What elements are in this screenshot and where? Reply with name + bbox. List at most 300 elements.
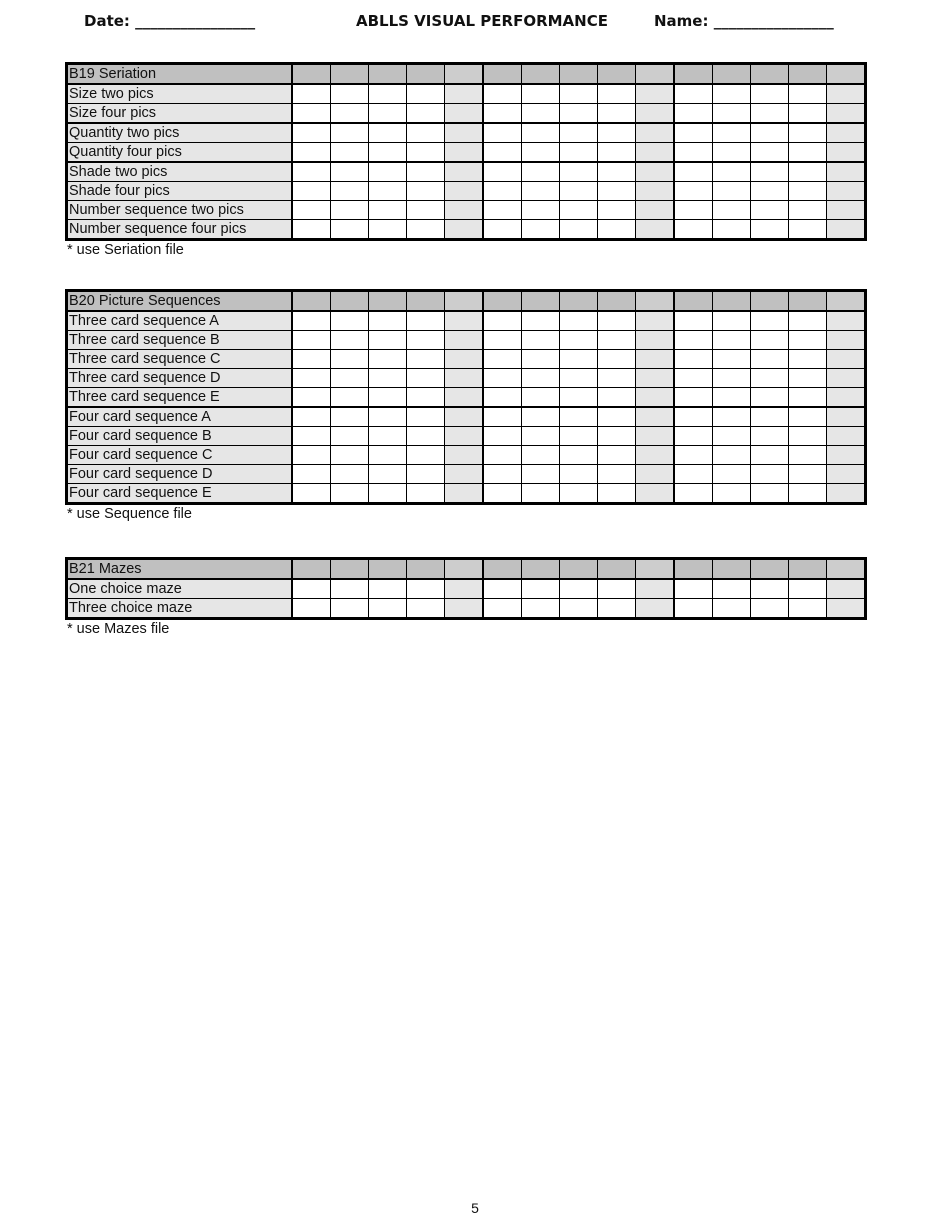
score-cell[interactable] [598,331,636,350]
score-cell[interactable] [445,407,484,427]
score-cell[interactable] [522,446,560,465]
score-cell[interactable] [827,559,866,580]
score-cell[interactable] [751,201,789,220]
score-cell[interactable] [483,446,522,465]
score-cell[interactable] [483,599,522,619]
score-cell[interactable] [560,84,598,104]
score-cell[interactable] [827,484,866,504]
score-cell[interactable] [292,143,331,163]
score-cell[interactable] [560,599,598,619]
score-cell[interactable] [751,143,789,163]
score-cell[interactable] [827,311,866,331]
score-cell[interactable] [445,162,484,182]
score-cell[interactable] [369,201,407,220]
score-cell[interactable] [445,123,484,143]
score-cell[interactable] [560,369,598,388]
score-cell[interactable] [331,484,369,504]
score-cell[interactable] [636,143,675,163]
score-cell[interactable] [789,579,827,599]
score-cell[interactable] [598,369,636,388]
score-cell[interactable] [751,407,789,427]
score-cell[interactable] [292,331,331,350]
score-cell[interactable] [789,291,827,312]
score-cell[interactable] [369,84,407,104]
score-cell[interactable] [636,484,675,504]
score-cell[interactable] [560,182,598,201]
score-cell[interactable] [292,311,331,331]
score-cell[interactable] [713,446,751,465]
score-cell[interactable] [713,64,751,85]
score-cell[interactable] [713,484,751,504]
score-cell[interactable] [751,123,789,143]
score-cell[interactable] [407,465,445,484]
score-cell[interactable] [407,350,445,369]
score-cell[interactable] [445,465,484,484]
score-cell[interactable] [292,104,331,124]
score-cell[interactable] [789,388,827,408]
score-cell[interactable] [445,427,484,446]
score-cell[interactable] [598,559,636,580]
score-cell[interactable] [789,311,827,331]
score-cell[interactable] [674,64,713,85]
score-cell[interactable] [560,201,598,220]
score-cell[interactable] [674,220,713,240]
score-cell[interactable] [560,388,598,408]
score-cell[interactable] [445,201,484,220]
score-cell[interactable] [751,446,789,465]
score-cell[interactable] [483,407,522,427]
score-cell[interactable] [674,84,713,104]
score-cell[interactable] [292,201,331,220]
score-cell[interactable] [713,84,751,104]
score-cell[interactable] [636,123,675,143]
score-cell[interactable] [751,559,789,580]
score-cell[interactable] [789,559,827,580]
score-cell[interactable] [369,484,407,504]
score-cell[interactable] [407,84,445,104]
score-cell[interactable] [445,311,484,331]
score-cell[interactable] [636,104,675,124]
score-cell[interactable] [369,579,407,599]
score-cell[interactable] [560,407,598,427]
score-cell[interactable] [636,84,675,104]
score-cell[interactable] [369,369,407,388]
score-cell[interactable] [369,291,407,312]
score-cell[interactable] [407,331,445,350]
score-cell[interactable] [789,123,827,143]
score-cell[interactable] [674,599,713,619]
score-cell[interactable] [751,84,789,104]
score-cell[interactable] [331,123,369,143]
score-cell[interactable] [598,599,636,619]
score-cell[interactable] [407,143,445,163]
score-cell[interactable] [483,182,522,201]
score-cell[interactable] [713,559,751,580]
score-cell[interactable] [560,350,598,369]
score-cell[interactable] [369,311,407,331]
score-cell[interactable] [445,143,484,163]
score-cell[interactable] [369,182,407,201]
score-cell[interactable] [751,331,789,350]
score-cell[interactable] [827,465,866,484]
score-cell[interactable] [751,182,789,201]
score-cell[interactable] [827,369,866,388]
score-cell[interactable] [407,162,445,182]
score-cell[interactable] [522,201,560,220]
score-cell[interactable] [407,182,445,201]
score-cell[interactable] [636,162,675,182]
score-cell[interactable] [522,220,560,240]
score-cell[interactable] [522,388,560,408]
score-cell[interactable] [292,123,331,143]
score-cell[interactable] [827,427,866,446]
score-cell[interactable] [483,162,522,182]
score-cell[interactable] [407,291,445,312]
score-cell[interactable] [445,182,484,201]
score-cell[interactable] [789,350,827,369]
score-cell[interactable] [522,143,560,163]
score-cell[interactable] [789,64,827,85]
score-cell[interactable] [331,369,369,388]
score-cell[interactable] [713,220,751,240]
score-cell[interactable] [560,559,598,580]
score-cell[interactable] [522,559,560,580]
score-cell[interactable] [407,311,445,331]
score-cell[interactable] [483,465,522,484]
score-cell[interactable] [674,484,713,504]
score-cell[interactable] [369,64,407,85]
score-cell[interactable] [292,484,331,504]
score-cell[interactable] [292,84,331,104]
score-cell[interactable] [331,446,369,465]
score-cell[interactable] [407,123,445,143]
score-cell[interactable] [292,579,331,599]
score-cell[interactable] [560,427,598,446]
score-cell[interactable] [827,599,866,619]
score-cell[interactable] [713,123,751,143]
score-cell[interactable] [522,579,560,599]
score-cell[interactable] [292,220,331,240]
score-cell[interactable] [827,579,866,599]
score-cell[interactable] [560,291,598,312]
score-cell[interactable] [789,182,827,201]
score-cell[interactable] [789,599,827,619]
score-cell[interactable] [522,599,560,619]
score-cell[interactable] [331,407,369,427]
score-cell[interactable] [598,84,636,104]
score-cell[interactable] [713,579,751,599]
score-cell[interactable] [636,559,675,580]
score-cell[interactable] [522,484,560,504]
score-cell[interactable] [522,369,560,388]
score-cell[interactable] [369,162,407,182]
score-cell[interactable] [827,123,866,143]
score-cell[interactable] [483,291,522,312]
score-cell[interactable] [522,84,560,104]
score-cell[interactable] [827,162,866,182]
score-cell[interactable] [445,599,484,619]
score-cell[interactable] [331,162,369,182]
score-cell[interactable] [751,311,789,331]
score-cell[interactable] [407,559,445,580]
score-cell[interactable] [331,143,369,163]
score-cell[interactable] [331,291,369,312]
score-cell[interactable] [789,484,827,504]
score-cell[interactable] [292,369,331,388]
score-cell[interactable] [713,182,751,201]
score-cell[interactable] [827,84,866,104]
score-cell[interactable] [292,291,331,312]
score-cell[interactable] [598,143,636,163]
score-cell[interactable] [674,579,713,599]
score-cell[interactable] [598,182,636,201]
score-cell[interactable] [636,579,675,599]
score-cell[interactable] [445,369,484,388]
score-cell[interactable] [292,559,331,580]
score-cell[interactable] [445,84,484,104]
score-cell[interactable] [674,291,713,312]
score-cell[interactable] [674,162,713,182]
score-cell[interactable] [789,407,827,427]
score-cell[interactable] [789,427,827,446]
score-cell[interactable] [674,369,713,388]
score-cell[interactable] [445,291,484,312]
score-cell[interactable] [598,123,636,143]
score-cell[interactable] [674,201,713,220]
score-cell[interactable] [636,407,675,427]
score-cell[interactable] [292,427,331,446]
score-cell[interactable] [522,311,560,331]
score-cell[interactable] [407,201,445,220]
score-cell[interactable] [560,162,598,182]
score-cell[interactable] [331,104,369,124]
score-cell[interactable] [292,64,331,85]
score-cell[interactable] [751,599,789,619]
score-cell[interactable] [789,143,827,163]
score-cell[interactable] [636,427,675,446]
score-cell[interactable] [713,465,751,484]
score-cell[interactable] [751,162,789,182]
score-cell[interactable] [369,599,407,619]
score-cell[interactable] [674,446,713,465]
score-cell[interactable] [483,104,522,124]
score-cell[interactable] [522,331,560,350]
score-cell[interactable] [636,182,675,201]
score-cell[interactable] [598,446,636,465]
score-cell[interactable] [369,446,407,465]
score-cell[interactable] [751,369,789,388]
score-cell[interactable] [522,427,560,446]
score-cell[interactable] [560,465,598,484]
score-cell[interactable] [292,350,331,369]
score-cell[interactable] [522,162,560,182]
score-cell[interactable] [751,104,789,124]
score-cell[interactable] [560,143,598,163]
score-cell[interactable] [789,162,827,182]
score-cell[interactable] [713,331,751,350]
score-cell[interactable] [407,369,445,388]
score-cell[interactable] [827,143,866,163]
score-cell[interactable] [789,465,827,484]
score-cell[interactable] [445,579,484,599]
score-cell[interactable] [827,407,866,427]
score-cell[interactable] [674,104,713,124]
score-cell[interactable] [407,64,445,85]
score-cell[interactable] [636,599,675,619]
score-cell[interactable] [636,369,675,388]
score-cell[interactable] [636,350,675,369]
score-cell[interactable] [445,388,484,408]
score-cell[interactable] [560,311,598,331]
score-cell[interactable] [636,64,675,85]
score-cell[interactable] [636,201,675,220]
score-cell[interactable] [331,388,369,408]
score-cell[interactable] [369,465,407,484]
score-cell[interactable] [636,446,675,465]
score-cell[interactable] [751,64,789,85]
score-cell[interactable] [483,331,522,350]
score-cell[interactable] [369,331,407,350]
score-cell[interactable] [713,369,751,388]
score-cell[interactable] [674,123,713,143]
score-cell[interactable] [292,388,331,408]
score-cell[interactable] [636,465,675,484]
score-cell[interactable] [483,369,522,388]
score-cell[interactable] [674,559,713,580]
score-cell[interactable] [331,220,369,240]
score-cell[interactable] [445,484,484,504]
score-cell[interactable] [483,123,522,143]
score-cell[interactable] [445,64,484,85]
score-cell[interactable] [751,427,789,446]
score-cell[interactable] [522,407,560,427]
score-cell[interactable] [827,331,866,350]
score-cell[interactable] [674,311,713,331]
score-cell[interactable] [483,388,522,408]
score-cell[interactable] [483,143,522,163]
score-cell[interactable] [789,201,827,220]
score-cell[interactable] [598,579,636,599]
score-cell[interactable] [445,350,484,369]
score-cell[interactable] [674,331,713,350]
score-cell[interactable] [598,465,636,484]
score-cell[interactable] [598,162,636,182]
score-cell[interactable] [369,388,407,408]
score-cell[interactable] [751,484,789,504]
score-cell[interactable] [560,446,598,465]
score-cell[interactable] [713,311,751,331]
score-cell[interactable] [674,465,713,484]
score-cell[interactable] [331,350,369,369]
score-cell[interactable] [445,220,484,240]
score-cell[interactable] [598,407,636,427]
score-cell[interactable] [598,104,636,124]
score-cell[interactable] [713,104,751,124]
score-cell[interactable] [827,220,866,240]
score-cell[interactable] [751,388,789,408]
score-cell[interactable] [598,484,636,504]
score-cell[interactable] [751,350,789,369]
score-cell[interactable] [560,484,598,504]
score-cell[interactable] [369,143,407,163]
score-cell[interactable] [713,143,751,163]
score-cell[interactable] [789,369,827,388]
score-cell[interactable] [483,559,522,580]
score-cell[interactable] [331,311,369,331]
score-cell[interactable] [445,331,484,350]
score-cell[interactable] [827,64,866,85]
score-cell[interactable] [407,484,445,504]
score-cell[interactable] [560,579,598,599]
score-cell[interactable] [292,182,331,201]
score-cell[interactable] [636,311,675,331]
score-cell[interactable] [331,427,369,446]
score-cell[interactable] [598,350,636,369]
score-cell[interactable] [369,220,407,240]
score-cell[interactable] [598,220,636,240]
score-cell[interactable] [713,350,751,369]
score-cell[interactable] [331,84,369,104]
score-cell[interactable] [827,350,866,369]
score-cell[interactable] [369,559,407,580]
score-cell[interactable] [369,407,407,427]
score-cell[interactable] [331,331,369,350]
score-cell[interactable] [674,407,713,427]
score-cell[interactable] [407,388,445,408]
score-cell[interactable] [407,446,445,465]
score-cell[interactable] [292,599,331,619]
score-cell[interactable] [522,123,560,143]
score-cell[interactable] [674,388,713,408]
score-cell[interactable] [827,182,866,201]
score-cell[interactable] [827,201,866,220]
score-cell[interactable] [789,84,827,104]
score-cell[interactable] [407,220,445,240]
score-cell[interactable] [522,465,560,484]
score-cell[interactable] [598,388,636,408]
score-cell[interactable] [827,388,866,408]
score-cell[interactable] [789,446,827,465]
score-cell[interactable] [445,559,484,580]
score-cell[interactable] [369,427,407,446]
score-cell[interactable] [789,331,827,350]
score-cell[interactable] [713,201,751,220]
score-cell[interactable] [483,350,522,369]
score-cell[interactable] [560,123,598,143]
score-cell[interactable] [598,311,636,331]
score-cell[interactable] [674,182,713,201]
score-cell[interactable] [445,446,484,465]
score-cell[interactable] [674,350,713,369]
score-cell[interactable] [598,427,636,446]
score-cell[interactable] [522,291,560,312]
score-cell[interactable] [292,162,331,182]
score-cell[interactable] [827,446,866,465]
score-cell[interactable] [827,291,866,312]
score-cell[interactable] [331,579,369,599]
score-cell[interactable] [636,291,675,312]
score-cell[interactable] [522,64,560,85]
score-cell[interactable] [713,407,751,427]
score-cell[interactable] [331,201,369,220]
score-cell[interactable] [522,182,560,201]
score-cell[interactable] [483,84,522,104]
score-cell[interactable] [369,350,407,369]
score-cell[interactable] [713,599,751,619]
score-cell[interactable] [713,388,751,408]
score-cell[interactable] [483,484,522,504]
score-cell[interactable] [713,427,751,446]
